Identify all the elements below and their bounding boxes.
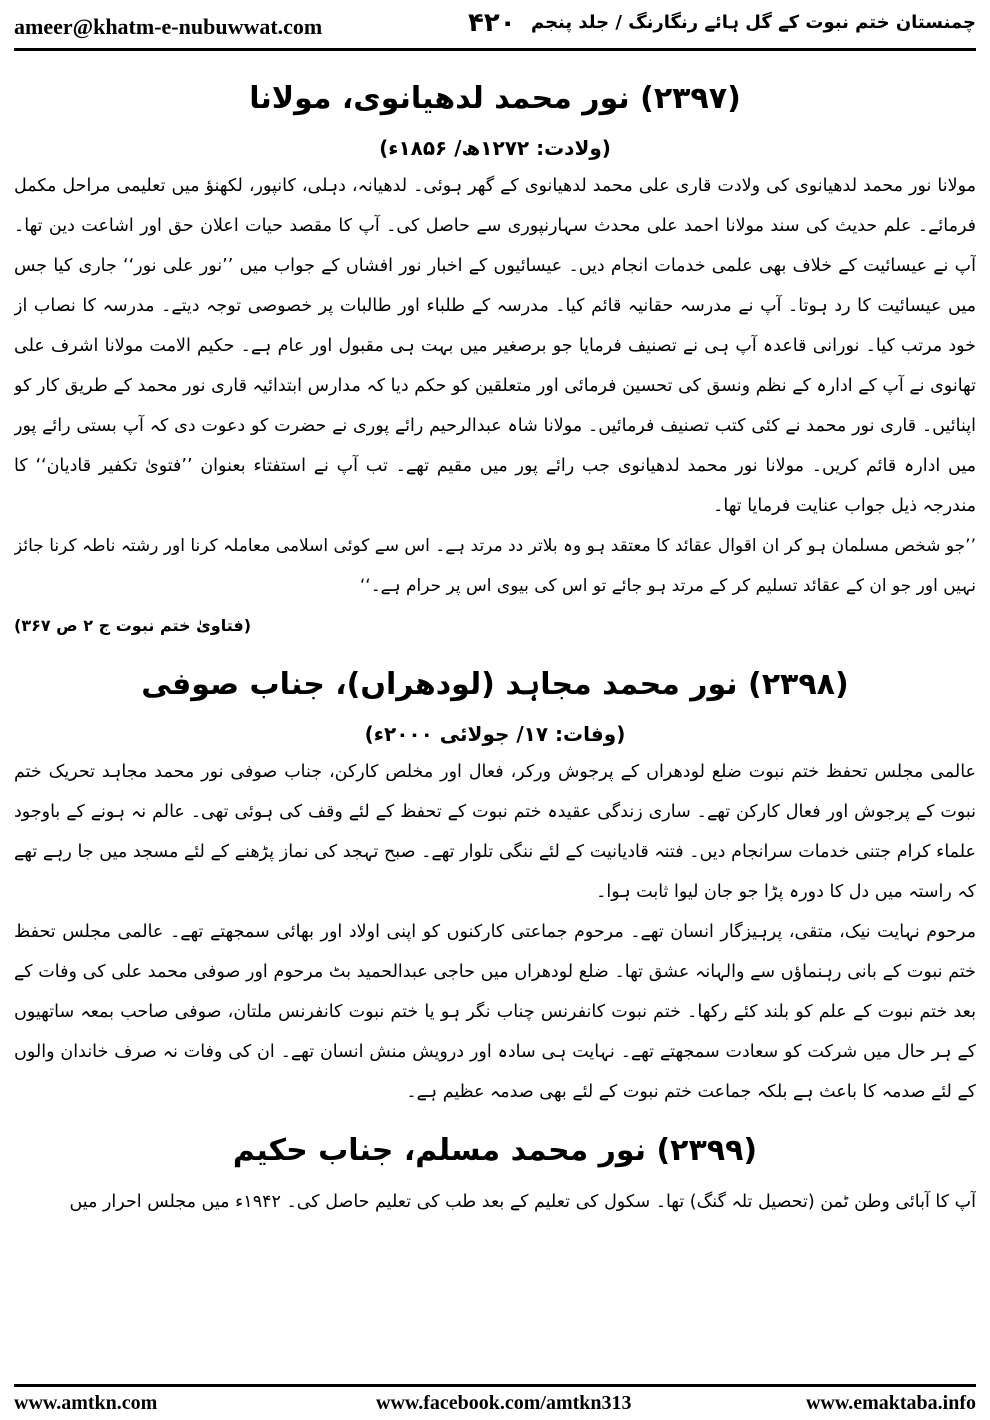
header-email: ameer@khatm-e-nubuwwat.com bbox=[14, 14, 323, 39]
page-number: ۴۲۰ bbox=[468, 8, 516, 38]
entry-heading-2398: (۲۳۹۸) نور محمد مجاہد (لودھراں)، جناب صوفی bbox=[141, 667, 849, 702]
header-divider bbox=[14, 48, 976, 51]
entry-heading-2399: (۲۳۹۹) نور محمد مسلم، جناب حکیم bbox=[232, 1133, 758, 1168]
page-header bbox=[0, 0, 990, 50]
book-title: چمنستان ختم نبوت کے گل ہائے رنگارنگ / جلد پنجم bbox=[530, 12, 976, 33]
citation-row bbox=[14, 606, 976, 646]
entry-paragraph: مرحوم نہایت نیک، متقی، پرہیزگار انسان تھے۔ مرحوم جماعتی کارکنوں کو اپنی اولاد اور بھائی سمجھتے تھے۔ عالمی مجلس تحفظ ختم نبوت کے بانی رہنماؤں سے والہانہ عشق تھا۔ ضلع لودھراں میں حاجی عبدالحمید بٹ مرحوم اور صوفی محمد علی کی وفات کے بعد ختم نبوت کے علم کو بلند کئے رکھا۔ ختم نبوت کانفرنس چناب نگر ہو یا ختم نبوت کانفرنس ملتان، صوفی صاحب بمعہ ساتھیوں کے ہر حال میں شرکت کو سعادت سمجھتے تھے۔ نہایت ہی سادہ اور درویش منش انسان تھے۔ ان کی وفات نہ صرف خاندان والوں کے لئے صدمہ کا باعث ہے بلکہ جماعت ختم نبوت کے لئے بھی صدمہ عظیم ہے۔ bbox=[14, 922, 976, 1102]
entry-date-2397: (ولادت: ۱۲۷۲ھ/ ۱۸۵۶ء) bbox=[379, 136, 611, 160]
entry-heading-2397: (۲۳۹۷) نور محمد لدھیانوی، مولانا bbox=[249, 81, 741, 116]
entry-date-2398: (وفات: ۱۷/ جولائی ۲۰۰۰ء) bbox=[364, 722, 626, 746]
footer-divider bbox=[14, 1384, 976, 1387]
footer-link-amtkn[interactable]: www.amtkn.com bbox=[14, 1392, 158, 1414]
footer-link-facebook[interactable]: www.facebook.com/amtkn313 bbox=[376, 1392, 632, 1414]
entry-paragraph: مولانا نور محمد لدھیانوی کی ولادت قاری علی محمد لدھیانوی کے گھر ہوئی۔ لدھیانہ، دہلی، کانپور، لکھنؤ میں تعلیمی مراحل مکمل فرمائے۔ علم حدیث کی سند مولانا احمد علی محدث سہارنپوری سے حاصل کی۔ آپ کا مقصد حیات اعلان حق اور اشاعت دین تھا۔ آپ نے عیسائیت کے خلاف بھی علمی خدمات انجام دیں۔ عیسائیوں کے اخبار نور افشاں کے جواب میں ’’نور علی نور‘‘ جاری کیا جس میں عیسائیت کا رد ہوتا۔ آپ نے مدرسہ حقانیہ قائم کیا۔ مدرسہ کے طلباء اور طالبات پر خصوصی توجہ دیتے۔ مدرسہ کا نصاب از خود مرتب کیا۔ نورانی قاعدہ آپ ہی نے تصنیف فرمایا جو برصغیر میں بہت ہی مقبول اور عام ہے۔ حکیم الامت مولانا اشرف علی تھانوی نے آپ کے ادارہ کے نظم ونسق کی تحسین فرمائی اور متعلقین کو حکم دیا کہ مدارس ابتدائیہ قاری نور محمد کے طریق کار کو اپنائیں۔ قاری نور محمد نے کئی کتب تصنیف فرمائیں۔ مولانا شاہ عبدالرحیم رائے پوری نے حضرت کو دعوت دی کہ آپ بستی رائے پور میں ادارہ قائم کریں۔ مولانا نور محمد لدھیانوی جب رائے پور میں مقیم تھے۔ تب آپ نے استفتاء بعنوان ’’فتویٰ تکفیر قادیان‘‘ کا مندرجہ ذیل جواب عنایت فرمایا تھا۔ bbox=[14, 176, 976, 516]
page-body bbox=[14, 60, 976, 1380]
entry-paragraph: آپ کا آبائی وطن ٹمن (تحصیل تلہ گنگ) تھا۔ سکول کی تعلیم کے بعد طب کی تعلیم حاصل کی۔ ۱۹۴۲ء میں مجلس احرار میں bbox=[69, 1192, 976, 1212]
fatwa-quote: ’’جو شخص مسلمان ہو کر ان اقوال عقائد کا معتقد ہو وہ بلاتر دد مرتد ہے۔ اس سے کوئی اسلامی معاملہ کرنا اور رشتہ ناطہ کرنا جائز نہیں اور جو ان کے عقائد تسلیم کر کے مرتد ہو جائے تو اس کی بیوی اس پر حرام ہے۔‘‘ bbox=[14, 536, 976, 596]
citation: (فتاویٰ ختم نبوت ج ۲ ص ۳۶۷) bbox=[14, 616, 252, 635]
page-footer bbox=[0, 1390, 990, 1420]
footer-link-emaktaba[interactable]: www.emaktaba.info bbox=[805, 1392, 976, 1414]
entry-paragraph: عالمی مجلس تحفظ ختم نبوت ضلع لودھراں کے پرجوش ورکر، فعال اور مخلص کارکن، جناب صوفی نور محمد مجاہد تحریک ختم نبوت کے پرجوش اور فعال کارکن تھے۔ ساری زندگی عقیدہ ختم نبوت کے تحفظ کے لئے وقف کی ہوئی تھی۔ عالم نہ ہونے کے باوجود علماء کرام جتنی خدمات سرانجام دیں۔ فتنہ قادیانیت کے لئے ننگی تلوار تھے۔ صبح تہجد کی نماز پڑھنے کے لئے مسجد میں جا رہے تھے کہ راستہ میں دل کا دورہ پڑا جو جان لیوا ثابت ہوا۔ bbox=[14, 762, 976, 902]
